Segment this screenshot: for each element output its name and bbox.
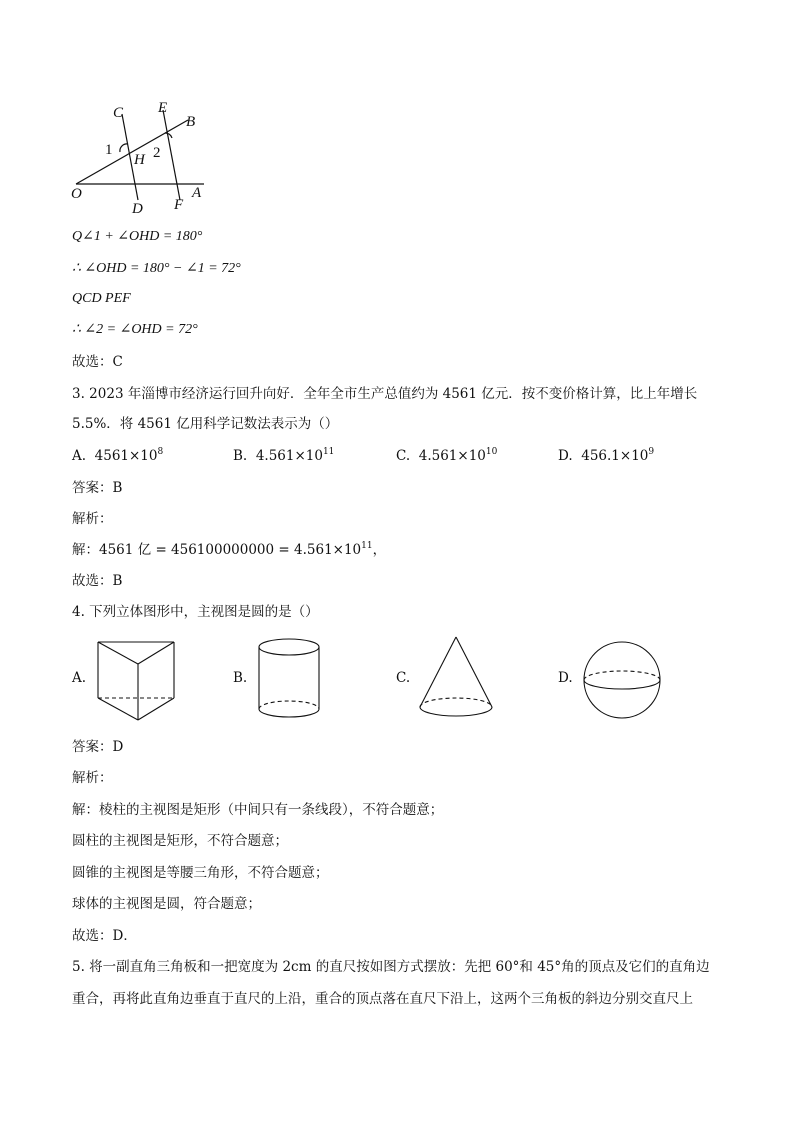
q3-solution-exp: 11 (361, 541, 373, 551)
label-o: O (71, 186, 82, 202)
label-f: F (174, 197, 184, 213)
q3-option-d-label: D. (558, 448, 573, 464)
q3-option-c-label: C. (396, 448, 411, 464)
q3-option-a-exp: 8 (157, 447, 164, 457)
q3-solution (72, 541, 386, 559)
q4-solution-4: 球体的主视图是圆，符合题意； (72, 896, 261, 912)
label-c: C (113, 105, 124, 121)
label-b: B (186, 114, 196, 130)
q3-option-b-base: 4.561×10 (255, 448, 323, 464)
line-ef (163, 110, 180, 200)
q3-option-d (558, 448, 654, 464)
label-h: H (134, 152, 145, 168)
q4-solution-2: 圆柱的主视图是矩形，不符合题意； (72, 833, 288, 849)
cone-figure (416, 633, 496, 723)
proof-line-2: ∴ ∠OHD = 180° − ∠1 = 72° (72, 261, 241, 276)
q4-option-b-label: B. (233, 670, 248, 686)
q3-solution-tail: ， (372, 542, 387, 558)
q4-option-d-label: D. (558, 670, 573, 686)
q3-analysis: 解析： (72, 511, 113, 527)
q3-option-c-exp: 10 (485, 447, 498, 457)
q3-option-b (233, 448, 334, 464)
q4-solution-1: 解：棱柱的主视图是矩形（中间只有一条线段），不符合题意； (72, 802, 444, 818)
q3-option-b-label: B. (233, 448, 248, 464)
q4-option-c-label: C. (396, 670, 411, 686)
q3-answer: 答案：B (72, 480, 123, 496)
label-e: E (158, 100, 168, 116)
q3-option-a-label: A. (72, 448, 87, 464)
q3-option-d-base: 456.1×10 (581, 448, 649, 464)
label-d: D (132, 201, 143, 217)
angle-1-arc (120, 144, 128, 152)
q5-stem-1: 5. 将一副直角三角板和一把宽度为 2cm 的直尺按如图方式摆放：先把 60°和 45°角的顶点及它们的直角边 (72, 959, 710, 975)
cylinder-figure (254, 636, 324, 722)
q4-answer: 答案：D (72, 739, 124, 755)
q4-solution-3: 圆锥的主视图是等腰三角形，不符合题意； (72, 865, 329, 881)
sphere-figure (580, 640, 664, 720)
q3-choice: 故选：B (72, 573, 123, 589)
q4-analysis: 解析： (72, 770, 113, 786)
parallel-lines-figure (64, 96, 224, 220)
q3-stem-1: 3. 2023 年淄博市经济运行回升向好．全年全市生产总值约为 4561 亿元．按不变价格计算，比上年增长 (72, 386, 698, 402)
q5-stem-2: 重合，再将此直角边垂直于直尺的上沿，重合的顶点落在直尺下沿上，这两个三角板的斜边分别交直尺上 (72, 991, 693, 1007)
q4-stem: 4. 下列立体图形中，主视图是圆的是（） (72, 604, 319, 620)
q3-option-a-base: 4561×10 (94, 448, 158, 464)
label-2: 2 (153, 145, 161, 161)
q3-solution-text: 解：4561 亿 = 456100000000 = 4.561×10 (72, 542, 362, 558)
proof-line-3: QCD PEF (72, 291, 131, 306)
q3-option-a (72, 448, 163, 464)
triangular-prism-figure (94, 636, 178, 726)
label-1: 1 (105, 142, 113, 158)
q3-option-d-exp: 9 (648, 447, 655, 457)
q3-stem-2: 5.5%．将 4561 亿用科学记数法表示为（） (72, 416, 339, 432)
label-a: A (192, 185, 202, 201)
proof-line-1: Q∠1 + ∠OHD = 180° (72, 229, 203, 244)
q4-choice: 故选：D． (72, 928, 137, 944)
q4-option-a-label: A. (72, 670, 87, 686)
q3-option-c (396, 448, 497, 464)
q3-option-b-exp: 11 (322, 447, 335, 457)
proof-line-4: ∴ ∠2 = ∠OHD = 72° (72, 322, 198, 337)
proof-choice: 故选：C (72, 354, 123, 370)
q3-option-c-base: 4.561×10 (418, 448, 486, 464)
